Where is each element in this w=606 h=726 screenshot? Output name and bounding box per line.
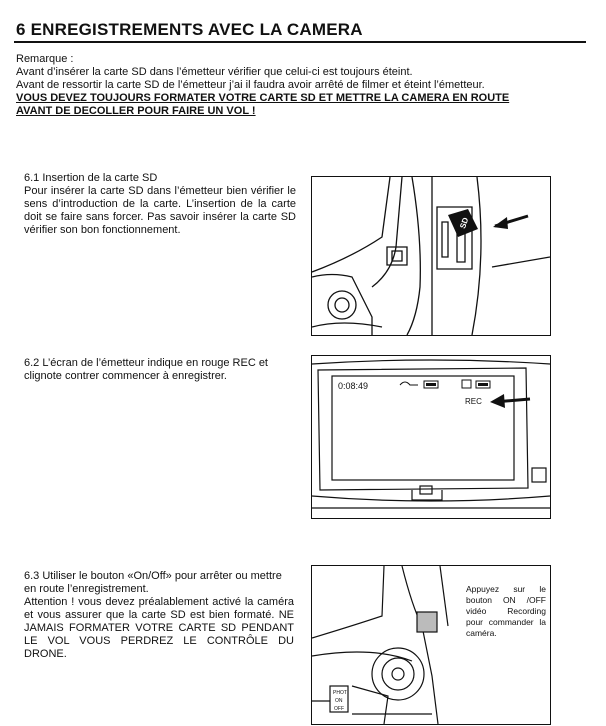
intro-block [16, 53, 586, 118]
arrow-head-icon [493, 217, 508, 229]
card-icon [462, 380, 471, 388]
section-6-2-text [24, 357, 296, 383]
arrow-head-icon [490, 394, 505, 408]
page-title: 6 ENREGISTREMENTS AVEC LA CAMERA [16, 20, 363, 39]
section-6-1-text [24, 172, 296, 237]
section-6-3-intro: 6.3 Utiliser le bouton «On/Off» pour arrêter ou mettre en route l’enregistrement. [24, 570, 282, 595]
record-button-icon [417, 612, 437, 632]
sd-card-figure [311, 176, 551, 336]
screen-status-icons [400, 380, 490, 388]
signal-icon [400, 382, 418, 385]
remark-label: Remarque : [16, 53, 74, 65]
button-text-2: ON [335, 698, 343, 704]
sd-card [448, 209, 478, 237]
button-text-1: PHOT [333, 690, 347, 696]
section-6-3-warning: Attention ! vous devez préalablement activé la caméra et vous assurer que la carte SD est bien formaté. NE JAMAIS FORMATER VOTRE CARTE SD PENDANT LE VOL VOUS PERDREZ LE CONTRÔLE DU DRONE. [24, 596, 294, 660]
warning-line-2: AVANT DE DECOLLER POUR FAIRE UN VOL ! [16, 105, 256, 117]
remark-line-1: Avant d’insérer la carte SD dans l’émetteur vérifier que celui-ci est toujours éteint. [16, 66, 413, 78]
section-6-3-text [24, 570, 294, 661]
button-text-3: OFF [334, 706, 344, 712]
screen-illustration [312, 356, 550, 518]
record-button-callout: Appuyez sur le bouton ON /OFF vidéo Recording pour commander la caméra. [466, 584, 546, 638]
section-6-1-body: Pour insérer la carte SD dans l’émetteur bien vérifier le sens d’introduction de la carte. L’insertion de la carte doit se faire sans forcer. Pas savoir insérer la carte SD vérifier son bon fonctionnement. [24, 185, 296, 236]
warning-line-1: VOUS DEVEZ TOUJOURS FORMATER VOTRE CARTE SD ET METTRE LA CAMERA EN ROUTE [16, 92, 510, 104]
record-button-figure [311, 565, 551, 725]
screen-rec-indicator: REC [465, 397, 482, 406]
section-6-2-body: 6.2 L’écran de l’émetteur indique en rouge REC et clignote contrer commencer à enregistrer. [24, 357, 268, 382]
screen-time: 0:08:49 [338, 381, 369, 391]
title-rule [14, 41, 586, 43]
section-6-1-heading: 6.1 Insertion de la carte SD [24, 172, 158, 184]
sd-card-label: SD [458, 216, 471, 230]
sd-card-illustration [312, 177, 550, 335]
remark-line-2: Avant de ressortir la carte SD de l’émetteur j’ai il faudra avoir arrêté de filmer et éteint l’émetteur. [16, 79, 485, 91]
transmitter-screen-figure [311, 355, 551, 519]
